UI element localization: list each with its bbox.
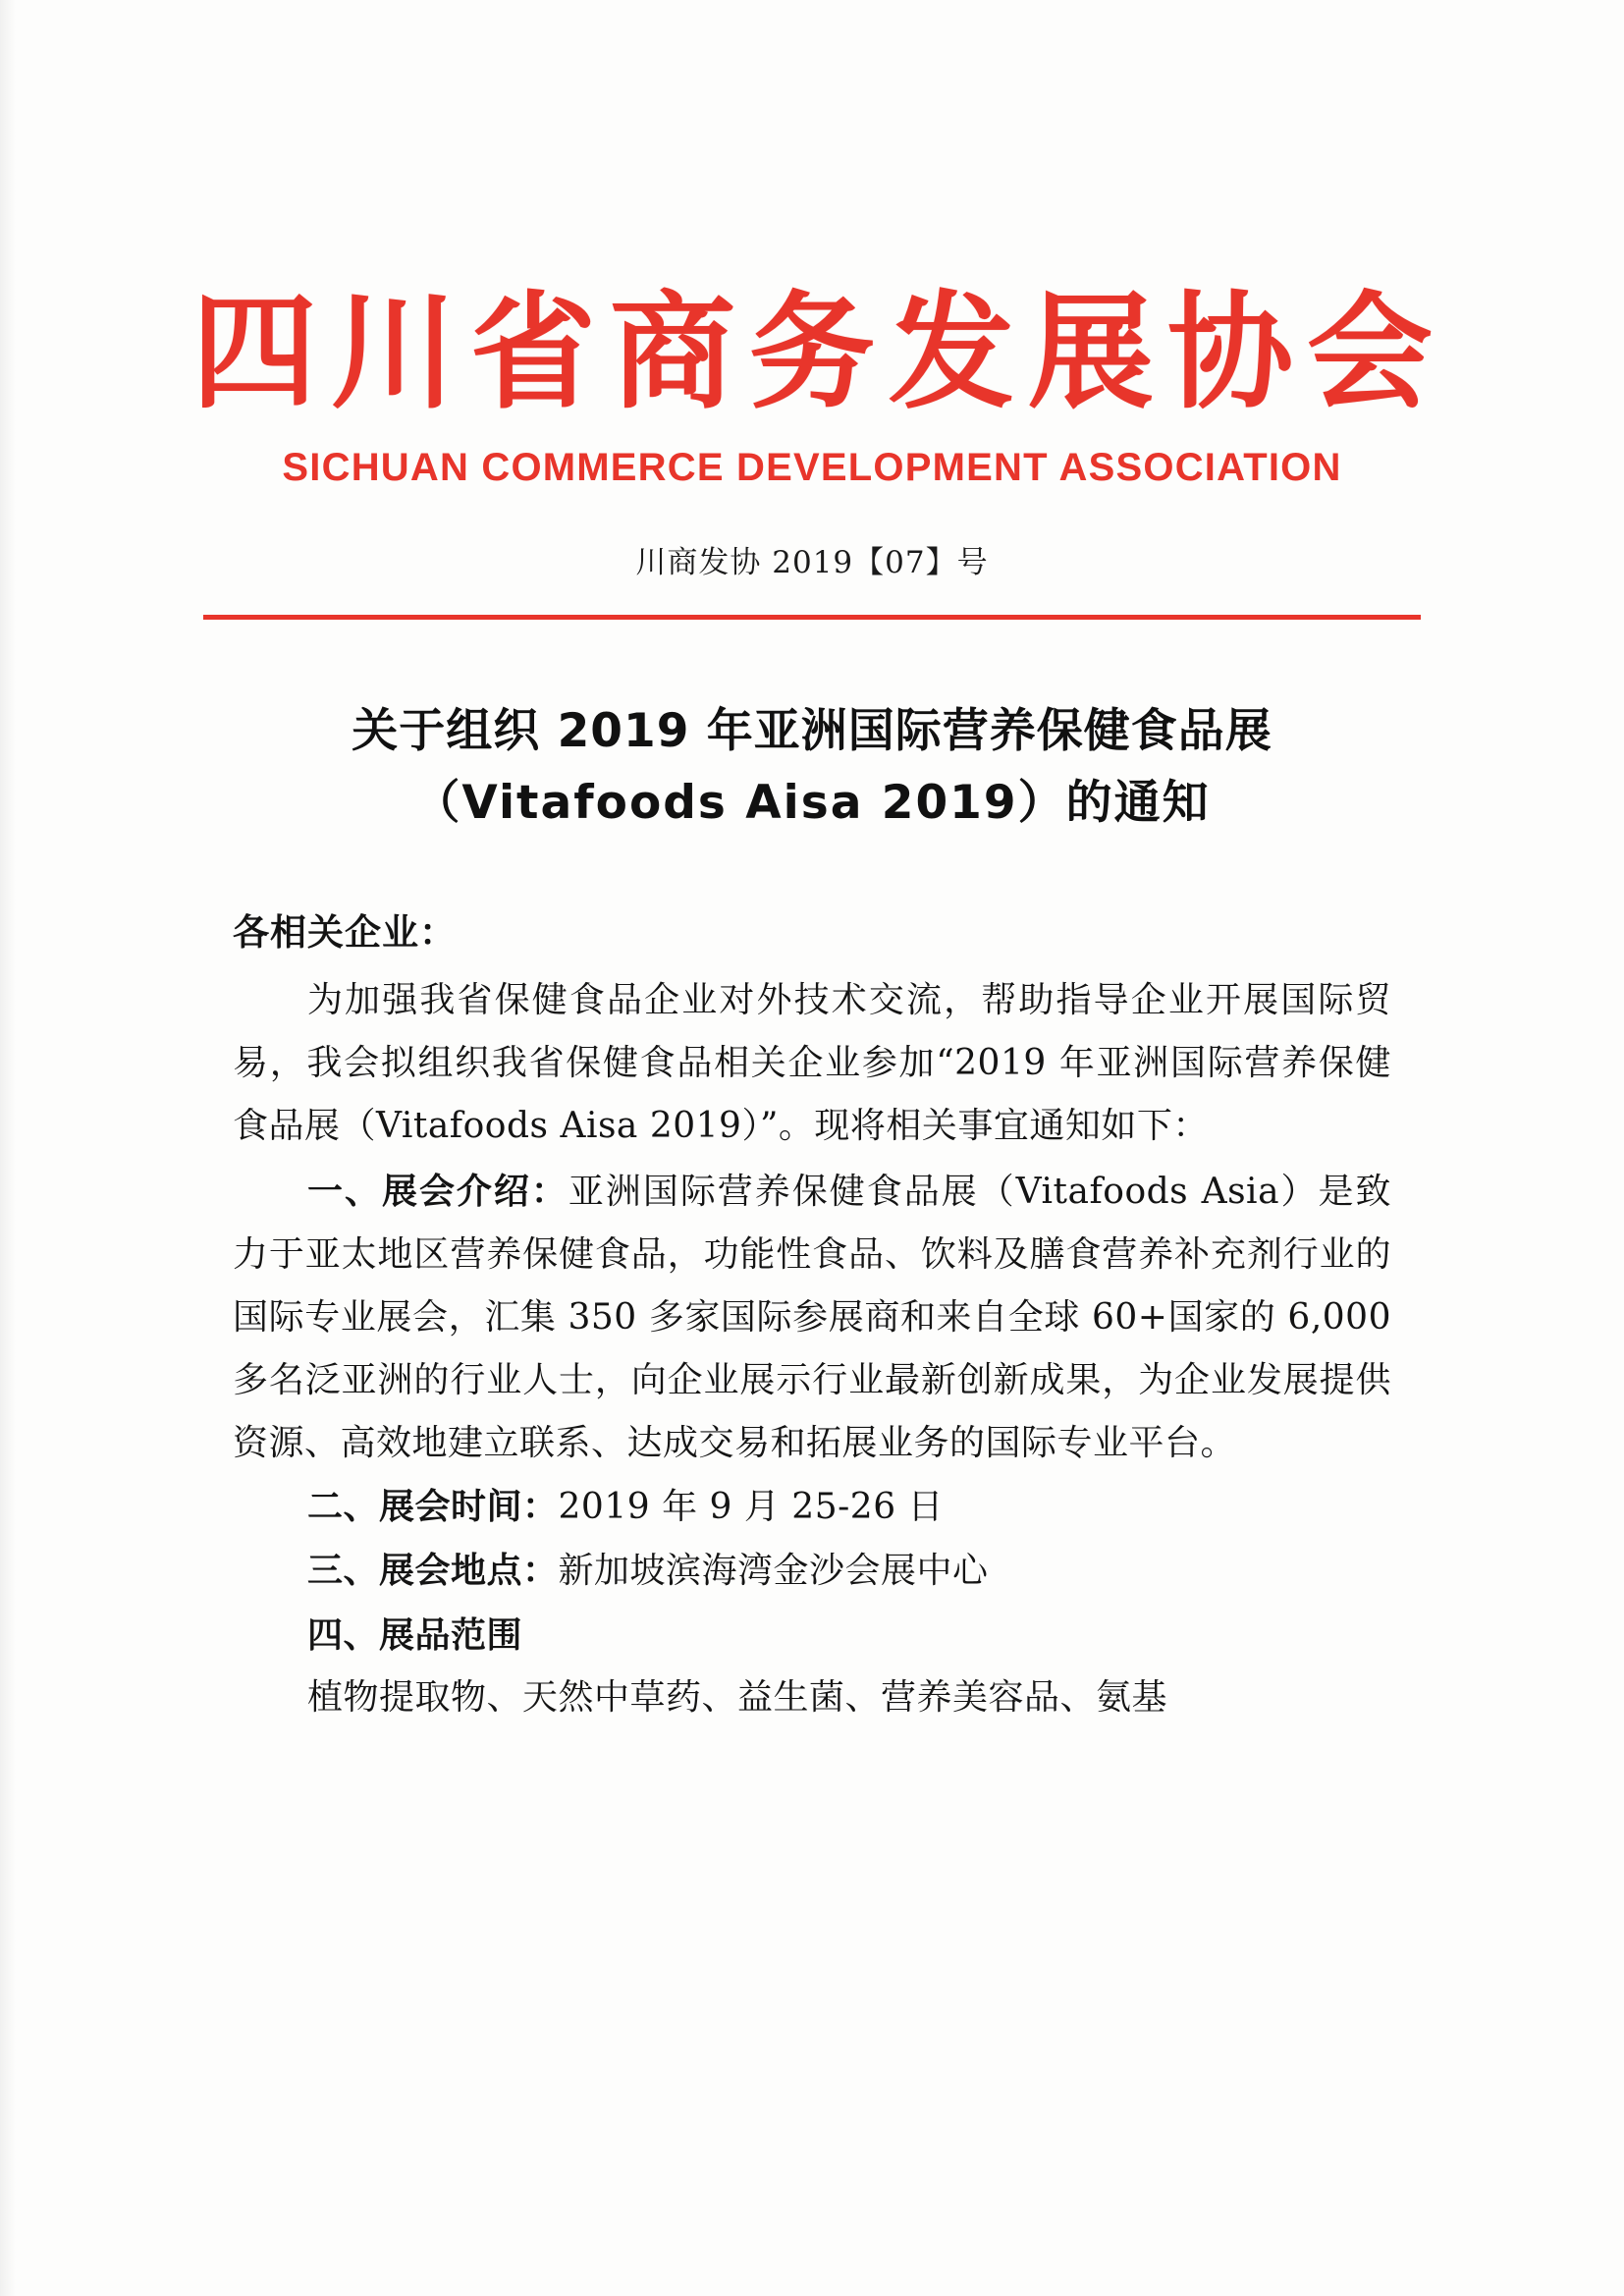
page-edge-shadow: [0, 0, 16, 2296]
section-label-3: 三、展会地点：: [307, 1550, 559, 1592]
letterhead: [0, 0, 1624, 620]
header-divider-rule: [203, 615, 1421, 620]
section-exhibition-intro: [233, 1160, 1391, 1475]
salutation: 各相关企业：: [233, 909, 457, 954]
exhibit-scope-text: 植物提取物、天然中草药、益生菌、营养美容品、氨基: [307, 1676, 1168, 1718]
organization-name-english: SICHUAN COMMERCE DEVELOPMENT ASSOCIATION: [282, 446, 1342, 490]
section-exhibition-venue: [233, 1539, 1391, 1603]
page-title: [233, 696, 1391, 840]
section-label-2: 二、展会时间：: [307, 1486, 559, 1528]
document-body: [233, 901, 1391, 1729]
section-text-3: 新加坡滨海湾金沙会展中心: [558, 1551, 989, 1592]
document-number: 川商发协 2019【07】号: [635, 545, 989, 581]
organization-name-chinese: 四川省商务发展协会: [190, 279, 1446, 426]
intro-paragraph: 为加强我省保健食品企业对外技术交流，帮助指导企业开展国际贸易，我会拟组织我省保健食品相关企业参加“2019 年亚洲国际营养保健食品展（Vitafoods Aisa 2019）”。现将相关事宜通知如下：: [233, 979, 1391, 1146]
section-text-1: 亚洲国际营养保健食品展（Vitafoods Asia）是致力于亚太地区营养保健食品，功能性食品、饮料及膳食营养补充剂行业的国际专业展会，汇集 350 多家国际参展商和来自全球 60+国家的 6,000 多名泛亚洲的行业人士，向企业展示行业最新创新成果，为企业发展提供资源、高效地建立联系、达成交易和拓展业务的国际专业平台。: [233, 1172, 1391, 1464]
section-exhibit-scope: [233, 1604, 1391, 1667]
page-title-line-2: （Vitafoods Aisa 2019）的通知: [413, 776, 1211, 831]
page-title-line-1: 关于组织 2019 年亚洲国际营养保健食品展: [352, 704, 1272, 759]
section-text-2: 2019 年 9 月 25-26 日: [558, 1487, 945, 1528]
section-label-1: 一、展会介绍：: [307, 1171, 568, 1213]
section-label-4: 四、展品范围: [307, 1613, 523, 1656]
section-exhibition-time: [233, 1475, 1391, 1539]
